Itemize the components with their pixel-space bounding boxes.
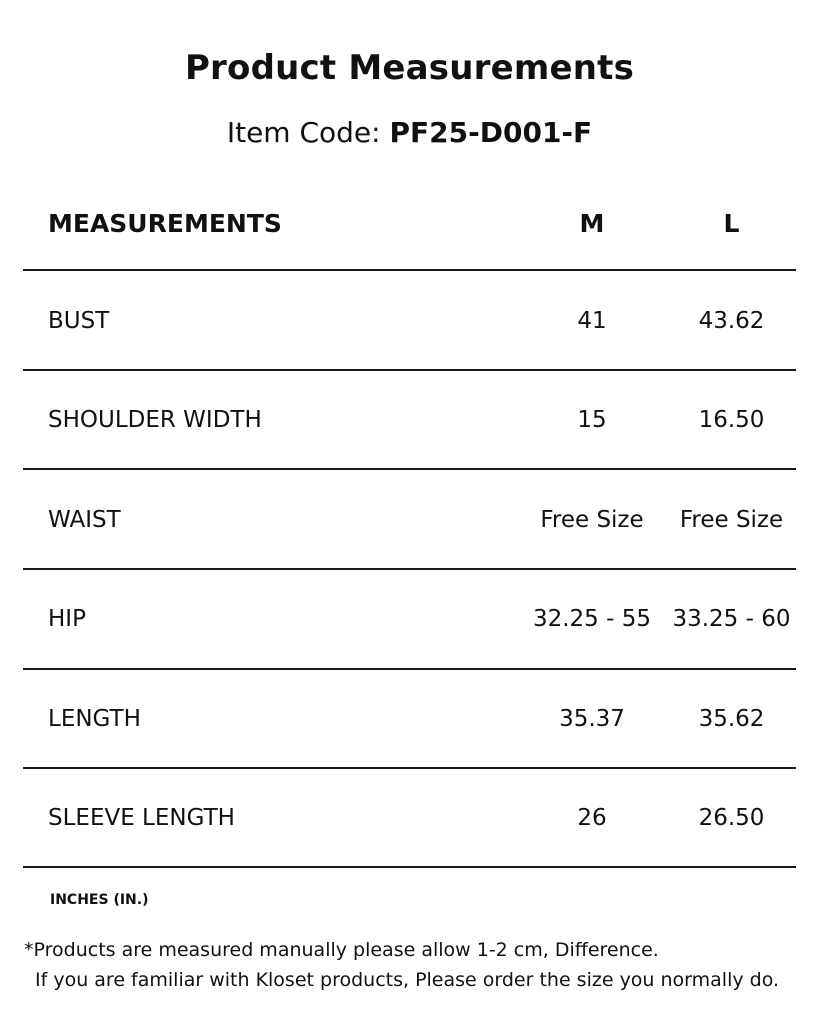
cell-bust-l: 43.62 (698, 308, 765, 334)
row-label-waist: WAIST (48, 507, 121, 533)
divider (23, 269, 796, 271)
header-size-m: M (579, 209, 605, 238)
cell-length-l: 35.62 (698, 706, 765, 732)
divider (23, 369, 796, 371)
item-code-label: Item Code: (226, 116, 381, 149)
divider (23, 866, 796, 868)
cell-sleeve-length-l: 26.50 (698, 805, 765, 831)
row-label-sleeve-length: SLEEVE LENGTH (48, 805, 235, 831)
cell-bust-m: 41 (577, 308, 607, 334)
disclaimer-line-1: *Products are measured manually please allow 1-2 cm, Difference. (24, 939, 659, 961)
row-label-length: LENGTH (48, 706, 141, 732)
cell-hip-m: 32.25 - 55 (532, 606, 652, 632)
divider (23, 767, 796, 769)
divider (23, 468, 796, 470)
unit-note: INCHES (IN.) (50, 892, 149, 908)
cell-shoulder-width-l: 16.50 (698, 407, 765, 433)
cell-hip-l: 33.25 - 60 (672, 606, 791, 632)
row-label-hip: HIP (48, 606, 86, 632)
row-label-shoulder-width: SHOULDER WIDTH (48, 407, 262, 433)
disclaimer (24, 935, 779, 995)
divider (23, 568, 796, 570)
measurements-table (23, 0, 796, 1024)
header-measurements: MEASUREMENTS (48, 209, 282, 238)
cell-sleeve-length-m: 26 (577, 805, 607, 831)
cell-waist-l: Free Size (679, 507, 784, 533)
cell-waist-m: Free Size (540, 507, 644, 533)
header-size-l: L (723, 209, 740, 238)
divider (23, 668, 796, 670)
item-code-value: PF25-D001-F (389, 116, 593, 149)
cell-shoulder-width-m: 15 (577, 407, 607, 433)
cell-length-m: 35.37 (559, 706, 625, 732)
page-title: Product Measurements (184, 48, 635, 88)
disclaimer-line-2: If you are familiar with Kloset products, Please order the size you normally do. (35, 969, 780, 991)
row-label-bust: BUST (48, 308, 110, 334)
